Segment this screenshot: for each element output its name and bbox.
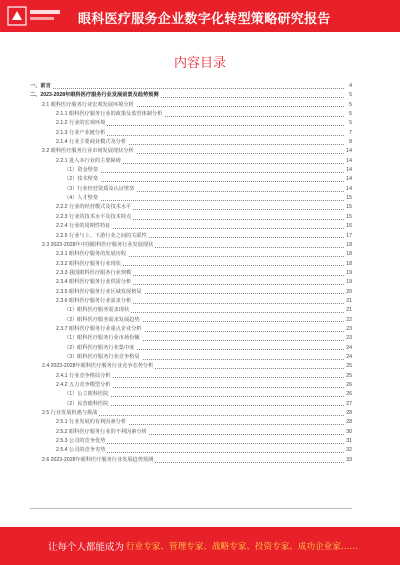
toc-entry[interactable]	[30, 175, 352, 184]
footer-slogan: 让每个人都能成为	[48, 542, 125, 553]
toc-entry-page: 26	[345, 381, 352, 390]
table-of-contents	[30, 82, 352, 465]
toc-entry-page: 32	[345, 446, 352, 455]
toc-entry[interactable]	[30, 129, 352, 138]
toc-entry-label: 2.2.3 行业的技术水平及技术特点	[56, 213, 133, 222]
toc-entry-label: 2.4 2023-2028年眼科医疗服务行业竞争态势分析	[42, 362, 155, 371]
toc-entry-label: （2）眼科医疗服务需求发展趋势	[64, 316, 142, 325]
toc-entry-page: 5	[348, 119, 352, 128]
toc-entry[interactable]	[30, 147, 352, 156]
toc-entry-page: 4	[348, 82, 352, 91]
toc-heading: 内容目录	[173, 56, 226, 71]
toc-entry-label: 2.1.2 行业的宏观环境	[56, 119, 107, 128]
toc-entry[interactable]	[30, 418, 352, 427]
toc-entry-page: 5	[348, 101, 352, 110]
toc-entry-label: 2.3.2 眼科医疗服务行业现状	[56, 260, 123, 269]
toc-entry-page: 14	[345, 157, 352, 166]
toc-entry-page: 26	[345, 390, 352, 399]
toc-entry-label: 二、2023-2028年眼科医疗服务行业发展前景及趋势预测	[30, 91, 161, 100]
toc-entry-label: 2.4.1 行业竞争格局分析	[56, 372, 112, 381]
toc-entry-page: 30	[345, 428, 352, 437]
toc-entry[interactable]	[30, 372, 352, 381]
toc-entry-page: 18	[345, 250, 352, 259]
report-title: 眼科医疗服务企业数字化转型策略研究报告	[78, 12, 331, 27]
toc-entry[interactable]	[30, 428, 352, 437]
toc-entry-label: 2.3.5 眼科医疗服务行业区域发展格局	[56, 288, 144, 297]
toc-entry-page: 33	[345, 456, 352, 465]
toc-entry[interactable]	[30, 157, 352, 166]
toc-entry-label: 2.3.7 眼科医疗服务行业重点企业分析	[56, 325, 144, 334]
toc-entry[interactable]	[30, 110, 352, 119]
toc-entry-page: 19	[345, 278, 352, 287]
toc-entry[interactable]	[30, 344, 352, 353]
toc-entry-page: 7	[348, 129, 352, 138]
toc-entry-page: 14	[345, 185, 352, 194]
toc-entry[interactable]	[30, 213, 352, 222]
dot-leader	[64, 172, 344, 173]
toc-entry-page: 18	[345, 260, 352, 269]
dot-leader	[64, 200, 344, 201]
toc-entry-label: 2.5.4 公司的竞争劣势	[56, 446, 107, 455]
toc-entry[interactable]	[30, 437, 352, 446]
toc-entry-page: 22	[345, 316, 352, 325]
toc-entry[interactable]	[30, 297, 352, 306]
toc-entry[interactable]	[30, 353, 352, 362]
header-bar	[0, 0, 400, 32]
toc-entry[interactable]	[30, 194, 352, 203]
toc-entry[interactable]	[30, 278, 352, 287]
toc-entry-label: （1）公立眼科医院	[64, 390, 110, 399]
toc-entry[interactable]	[30, 101, 352, 110]
logo-icon	[6, 3, 64, 29]
toc-entry-page: 8	[348, 138, 352, 147]
toc-entry-page: 15	[345, 203, 352, 212]
dot-leader	[30, 88, 344, 89]
toc-entry-label: （3）行业经营资质及认证壁垒	[64, 185, 136, 194]
toc-entry-page: 14	[345, 175, 352, 184]
toc-entry-page: 21	[345, 297, 352, 306]
toc-entry-page: 20	[345, 288, 352, 297]
toc-entry-label: 2.5.1 行业发展的有利因素分析	[56, 418, 128, 427]
toc-entry-page: 28	[345, 409, 352, 418]
toc-entry[interactable]	[30, 250, 352, 259]
toc-entry[interactable]	[30, 82, 352, 91]
toc-entry-page: 17	[345, 232, 352, 241]
toc-entry[interactable]	[30, 316, 352, 325]
toc-entry-label: 2.5.2 眼科医疗服务行业的不利因素分析	[56, 428, 149, 437]
toc-entry-label: 2.1.4 行业主要商业模式及分析	[56, 138, 128, 147]
toc-entry[interactable]	[30, 119, 352, 128]
toc-entry-page: 15	[345, 194, 352, 203]
toc-entry-label: 2.2.5 行业与上、下游行业之间的关联性	[56, 232, 149, 241]
toc-entry-label: 2.4.2 五力竞争模型分析	[56, 381, 112, 390]
toc-entry-label: 2.3.3 我国眼科医疗服务行业规模	[56, 269, 133, 278]
toc-entry[interactable]	[30, 390, 352, 399]
toc-entry-page: 25	[345, 372, 352, 381]
toc-entry[interactable]	[30, 269, 352, 278]
toc-entry[interactable]	[30, 241, 352, 250]
toc-entry-page: 24	[345, 353, 352, 362]
toc-entry-label: 2.1 眼科医疗服务行业宏观发展环境分析	[42, 101, 136, 110]
toc-entry-page: 5	[348, 91, 352, 100]
toc-entry-label: 2.2.1 进入本行业的主要障碍	[56, 157, 123, 166]
toc-entry-label: 2.2.4 行业的周期性特征	[56, 222, 112, 231]
footer-bar	[0, 527, 400, 565]
toc-entry-page: 21	[345, 306, 352, 315]
toc-entry-label: （3）眼科医疗服务行业竞争格局	[64, 353, 142, 362]
toc-entry[interactable]	[30, 381, 352, 390]
toc-entry-page: 5	[348, 110, 352, 119]
toc-entry[interactable]	[30, 306, 352, 315]
toc-entry-page: 28	[345, 418, 352, 427]
toc-entry-page: 27	[345, 400, 352, 409]
toc-entry-page: 16	[345, 222, 352, 231]
toc-entry-page: 19	[345, 269, 352, 278]
bottom-divider	[30, 508, 352, 509]
toc-entry-label: 2.3.6 眼科医疗服务行业需求分析	[56, 297, 133, 306]
toc-entry[interactable]	[30, 446, 352, 455]
toc-entry[interactable]	[30, 409, 352, 418]
toc-entry-label: 2.3.4 眼科医疗服务行业供需分析	[56, 278, 133, 287]
toc-entry-label: 2.3 2023-2028年中国眼科医疗服务行业发展现状	[42, 241, 155, 250]
toc-entry[interactable]	[30, 260, 352, 269]
toc-entry-label: 2.5 行业发展机遇与挑战	[42, 409, 99, 418]
toc-entry[interactable]	[30, 400, 352, 409]
toc-entry[interactable]	[30, 288, 352, 297]
toc-entry-label: （2）技术壁垒	[64, 175, 100, 184]
toc-entry-label: （1）眼科医疗服务需求现状	[64, 306, 131, 315]
toc-entry-page: 23	[345, 325, 352, 334]
toc-entry-label: 2.2.2 行业的经营模式及技术水平	[56, 203, 133, 212]
toc-entry-page: 31	[345, 437, 352, 446]
toc-entry-page: 18	[345, 241, 352, 250]
toc-entry-page: 25	[345, 362, 352, 371]
toc-entry-label: 2.3.1 眼科医疗服务的发展历程	[56, 250, 128, 259]
toc-entry[interactable]	[30, 203, 352, 212]
footer-tagline: 行业专家、管理专家、战略专家、投资专家、成功企业家……	[126, 542, 359, 552]
toc-entry-label: （1）眼科医疗服务行业市场份额	[64, 334, 142, 343]
toc-entry[interactable]	[30, 91, 352, 100]
toc-entry-page: 14	[345, 147, 352, 156]
toc-entry-label: 2.2 眼科医疗服务行业市场发展现状分析	[42, 147, 136, 156]
toc-entry-label: 2.5.3 公司的竞争优势	[56, 437, 107, 446]
toc-entry[interactable]	[30, 138, 352, 147]
toc-entry-label: 2.1.3 行业产业链分析	[56, 129, 107, 138]
toc-entry[interactable]	[30, 222, 352, 231]
toc-entry[interactable]	[30, 232, 352, 241]
toc-entry-label: 2.1.1 眼科医疗服务行业的政策及监管体制分析	[56, 110, 164, 119]
toc-entry-page: 14	[345, 166, 352, 175]
toc-entry[interactable]	[30, 325, 352, 334]
toc-entry-label: 一、前言	[30, 82, 53, 91]
toc-entry-page: 23	[345, 334, 352, 343]
toc-entry[interactable]	[30, 362, 352, 371]
toc-entry-label: （4）人才壁垒	[64, 194, 100, 203]
toc-entry-page: 15	[345, 213, 352, 222]
toc-entry[interactable]	[30, 185, 352, 194]
dot-leader	[64, 181, 344, 182]
toc-entry[interactable]	[30, 456, 352, 465]
toc-entry-label: （2）眼科医疗服务行业集中度	[64, 344, 136, 353]
toc-entry[interactable]	[30, 334, 352, 343]
toc-entry-label: （1）资金壁垒	[64, 166, 100, 175]
toc-entry-label: 2.6 2023-2028年眼科医疗服务行业发展趋势预测	[42, 456, 155, 465]
toc-entry[interactable]	[30, 166, 352, 175]
toc-entry-label: （2）民营眼科医院	[64, 400, 110, 409]
toc-entry-page: 24	[345, 344, 352, 353]
